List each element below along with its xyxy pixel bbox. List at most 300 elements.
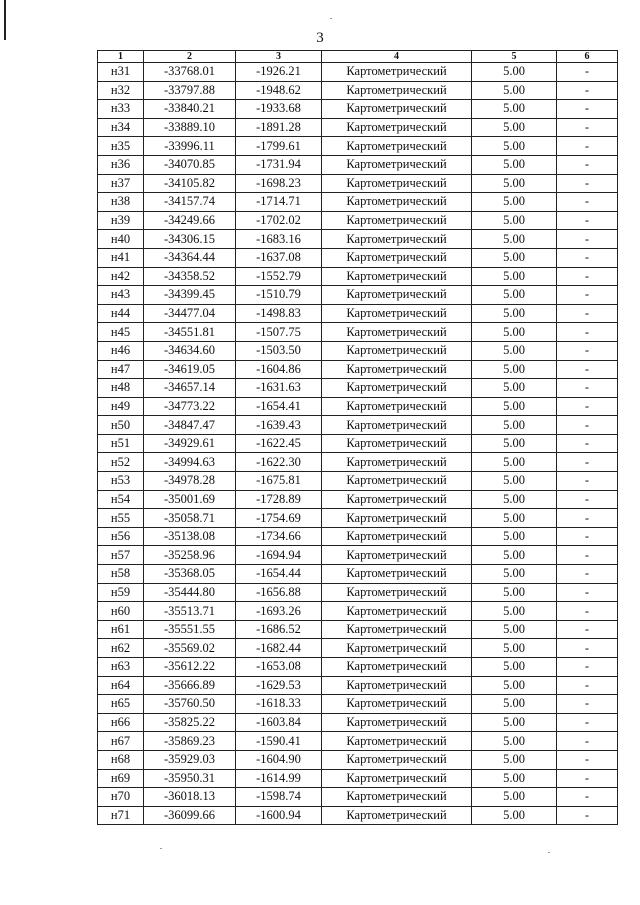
point-id-cell: н55 — [98, 509, 144, 528]
note-cell: - — [557, 434, 618, 453]
x-coordinate-cell: -33797.88 — [144, 81, 236, 100]
y-coordinate-cell: -1714.71 — [236, 193, 322, 212]
point-id-cell: н42 — [98, 267, 144, 286]
table-row — [98, 546, 618, 565]
point-id-cell: н44 — [98, 304, 144, 323]
method-cell: Картометрический — [322, 211, 472, 230]
method-cell: Картометрический — [322, 453, 472, 472]
point-id-cell: н53 — [98, 472, 144, 491]
x-coordinate-cell: -35444.80 — [144, 583, 236, 602]
x-coordinate-cell: -35569.02 — [144, 639, 236, 658]
table-row — [98, 63, 618, 82]
point-id-cell: н38 — [98, 193, 144, 212]
x-coordinate-cell: -35760.50 — [144, 695, 236, 714]
accuracy-cell: 5.00 — [472, 639, 557, 658]
accuracy-cell: 5.00 — [472, 248, 557, 267]
point-id-cell: н43 — [98, 286, 144, 305]
table-row — [98, 490, 618, 509]
table-row — [98, 118, 618, 137]
table-row — [98, 304, 618, 323]
x-coordinate-cell: -34619.05 — [144, 360, 236, 379]
note-cell: - — [557, 323, 618, 342]
x-coordinate-cell: -34364.44 — [144, 248, 236, 267]
accuracy-cell: 5.00 — [472, 81, 557, 100]
note-cell: - — [557, 360, 618, 379]
method-cell: Картометрический — [322, 713, 472, 732]
table-row — [98, 137, 618, 156]
accuracy-cell: 5.00 — [472, 676, 557, 695]
note-cell: - — [557, 695, 618, 714]
table-row — [98, 248, 618, 267]
x-coordinate-cell: -33768.01 — [144, 63, 236, 82]
note-cell: - — [557, 472, 618, 491]
note-cell: - — [557, 546, 618, 565]
note-cell: - — [557, 602, 618, 621]
note-cell: - — [557, 583, 618, 602]
table-row — [98, 416, 618, 435]
x-coordinate-cell: -35869.23 — [144, 732, 236, 751]
y-coordinate-cell: -1754.69 — [236, 509, 322, 528]
y-coordinate-cell: -1600.94 — [236, 806, 322, 825]
accuracy-cell: 5.00 — [472, 750, 557, 769]
table-row — [98, 732, 618, 751]
accuracy-cell: 5.00 — [472, 100, 557, 119]
accuracy-cell: 5.00 — [472, 137, 557, 156]
x-coordinate-cell: -35258.96 — [144, 546, 236, 565]
y-coordinate-cell: -1728.89 — [236, 490, 322, 509]
method-cell: Картометрический — [322, 509, 472, 528]
point-id-cell: н34 — [98, 118, 144, 137]
column-header: 1 — [98, 51, 144, 63]
x-coordinate-cell: -34070.85 — [144, 155, 236, 174]
accuracy-cell: 5.00 — [472, 527, 557, 546]
x-coordinate-cell: -33889.10 — [144, 118, 236, 137]
method-cell: Картометрический — [322, 323, 472, 342]
accuracy-cell: 5.00 — [472, 565, 557, 584]
table-row — [98, 769, 618, 788]
note-cell: - — [557, 341, 618, 360]
table-row — [98, 565, 618, 584]
y-coordinate-cell: -1926.21 — [236, 63, 322, 82]
method-cell: Картометрический — [322, 360, 472, 379]
point-id-cell: н50 — [98, 416, 144, 435]
point-id-cell: н36 — [98, 155, 144, 174]
method-cell: Картометрический — [322, 676, 472, 695]
scan-speck — [330, 18, 332, 19]
accuracy-cell: 5.00 — [472, 490, 557, 509]
method-cell: Картометрический — [322, 769, 472, 788]
point-id-cell: н62 — [98, 639, 144, 658]
note-cell: - — [557, 490, 618, 509]
x-coordinate-cell: -36018.13 — [144, 788, 236, 807]
note-cell: - — [557, 379, 618, 398]
column-header: 6 — [557, 51, 618, 63]
x-coordinate-cell: -34306.15 — [144, 230, 236, 249]
note-cell: - — [557, 230, 618, 249]
method-cell: Картометрический — [322, 100, 472, 119]
point-id-cell: н57 — [98, 546, 144, 565]
point-id-cell: н58 — [98, 565, 144, 584]
accuracy-cell: 5.00 — [472, 155, 557, 174]
table-row — [98, 472, 618, 491]
y-coordinate-cell: -1731.94 — [236, 155, 322, 174]
table-row — [98, 620, 618, 639]
accuracy-cell: 5.00 — [472, 304, 557, 323]
point-id-cell: н45 — [98, 323, 144, 342]
accuracy-cell: 5.00 — [472, 174, 557, 193]
point-id-cell: н54 — [98, 490, 144, 509]
table-row — [98, 230, 618, 249]
y-coordinate-cell: -1933.68 — [236, 100, 322, 119]
note-cell: - — [557, 118, 618, 137]
table-row — [98, 323, 618, 342]
note-cell: - — [557, 174, 618, 193]
note-cell: - — [557, 806, 618, 825]
point-id-cell: н31 — [98, 63, 144, 82]
table-row — [98, 527, 618, 546]
table-row — [98, 658, 618, 677]
x-coordinate-cell: -34105.82 — [144, 174, 236, 193]
table-row — [98, 695, 618, 714]
table-row — [98, 286, 618, 305]
note-cell: - — [557, 155, 618, 174]
method-cell: Картометрический — [322, 193, 472, 212]
point-id-cell: н71 — [98, 806, 144, 825]
note-cell: - — [557, 211, 618, 230]
method-cell: Картометрический — [322, 695, 472, 714]
x-coordinate-cell: -35612.22 — [144, 658, 236, 677]
method-cell: Картометрический — [322, 397, 472, 416]
accuracy-cell: 5.00 — [472, 323, 557, 342]
y-coordinate-cell: -1702.02 — [236, 211, 322, 230]
note-cell: - — [557, 713, 618, 732]
table-row — [98, 267, 618, 286]
table-row — [98, 211, 618, 230]
table-row — [98, 434, 618, 453]
y-coordinate-cell: -1639.43 — [236, 416, 322, 435]
point-id-cell: н48 — [98, 379, 144, 398]
y-coordinate-cell: -1675.81 — [236, 472, 322, 491]
scan-speck — [548, 852, 550, 853]
y-coordinate-cell: -1622.45 — [236, 434, 322, 453]
x-coordinate-cell: -34994.63 — [144, 453, 236, 472]
point-id-cell: н47 — [98, 360, 144, 379]
note-cell: - — [557, 769, 618, 788]
accuracy-cell: 5.00 — [472, 360, 557, 379]
table-row — [98, 379, 618, 398]
y-coordinate-cell: -1698.23 — [236, 174, 322, 193]
x-coordinate-cell: -34773.22 — [144, 397, 236, 416]
note-cell: - — [557, 509, 618, 528]
method-cell: Картометрический — [322, 639, 472, 658]
note-cell: - — [557, 286, 618, 305]
y-coordinate-cell: -1604.90 — [236, 750, 322, 769]
accuracy-cell: 5.00 — [472, 713, 557, 732]
note-cell: - — [557, 63, 618, 82]
x-coordinate-cell: -34157.74 — [144, 193, 236, 212]
y-coordinate-cell: -1552.79 — [236, 267, 322, 286]
point-id-cell: н70 — [98, 788, 144, 807]
y-coordinate-cell: -1734.66 — [236, 527, 322, 546]
accuracy-cell: 5.00 — [472, 211, 557, 230]
table-row — [98, 676, 618, 695]
method-cell: Картометрический — [322, 565, 472, 584]
note-cell: - — [557, 639, 618, 658]
accuracy-cell: 5.00 — [472, 806, 557, 825]
x-coordinate-cell: -35825.22 — [144, 713, 236, 732]
y-coordinate-cell: -1799.61 — [236, 137, 322, 156]
table-row — [98, 509, 618, 528]
accuracy-cell: 5.00 — [472, 546, 557, 565]
table-row — [98, 341, 618, 360]
y-coordinate-cell: -1598.74 — [236, 788, 322, 807]
table-row — [98, 639, 618, 658]
note-cell: - — [557, 304, 618, 323]
x-coordinate-cell: -34657.14 — [144, 379, 236, 398]
column-header: 2 — [144, 51, 236, 63]
accuracy-cell: 5.00 — [472, 341, 557, 360]
method-cell: Картометрический — [322, 137, 472, 156]
y-coordinate-cell: -1604.86 — [236, 360, 322, 379]
accuracy-cell: 5.00 — [472, 788, 557, 807]
method-cell: Картометрический — [322, 63, 472, 82]
y-coordinate-cell: -1654.44 — [236, 565, 322, 584]
table-row — [98, 806, 618, 825]
point-id-cell: н49 — [98, 397, 144, 416]
point-id-cell: н39 — [98, 211, 144, 230]
y-coordinate-cell: -1631.63 — [236, 379, 322, 398]
y-coordinate-cell: -1498.83 — [236, 304, 322, 323]
note-cell: - — [557, 565, 618, 584]
accuracy-cell: 5.00 — [472, 658, 557, 677]
point-id-cell: н41 — [98, 248, 144, 267]
table-row — [98, 174, 618, 193]
point-id-cell: н37 — [98, 174, 144, 193]
table-row — [98, 788, 618, 807]
x-coordinate-cell: -35950.31 — [144, 769, 236, 788]
note-cell: - — [557, 81, 618, 100]
method-cell: Картометрический — [322, 379, 472, 398]
y-coordinate-cell: -1654.41 — [236, 397, 322, 416]
y-coordinate-cell: -1614.99 — [236, 769, 322, 788]
accuracy-cell: 5.00 — [472, 732, 557, 751]
method-cell: Картометрический — [322, 732, 472, 751]
accuracy-cell: 5.00 — [472, 267, 557, 286]
method-cell: Картометрический — [322, 118, 472, 137]
x-coordinate-cell: -35001.69 — [144, 490, 236, 509]
x-coordinate-cell: -33840.21 — [144, 100, 236, 119]
point-id-cell: н64 — [98, 676, 144, 695]
note-cell: - — [557, 193, 618, 212]
method-cell: Картометрический — [322, 806, 472, 825]
accuracy-cell: 5.00 — [472, 695, 557, 714]
point-id-cell: н65 — [98, 695, 144, 714]
method-cell: Картометрический — [322, 248, 472, 267]
x-coordinate-cell: -35138.08 — [144, 527, 236, 546]
accuracy-cell: 5.00 — [472, 453, 557, 472]
method-cell: Картометрический — [322, 750, 472, 769]
table-row — [98, 583, 618, 602]
point-id-cell: н67 — [98, 732, 144, 751]
table-body — [98, 63, 618, 825]
x-coordinate-cell: -34551.81 — [144, 323, 236, 342]
method-cell: Картометрический — [322, 230, 472, 249]
note-cell: - — [557, 416, 618, 435]
y-coordinate-cell: -1590.41 — [236, 732, 322, 751]
note-cell: - — [557, 527, 618, 546]
note-cell: - — [557, 788, 618, 807]
y-coordinate-cell: -1683.16 — [236, 230, 322, 249]
y-coordinate-cell: -1948.62 — [236, 81, 322, 100]
table-row — [98, 81, 618, 100]
y-coordinate-cell: -1686.52 — [236, 620, 322, 639]
x-coordinate-cell: -34358.52 — [144, 267, 236, 286]
table-row — [98, 713, 618, 732]
note-cell: - — [557, 620, 618, 639]
table-row — [98, 453, 618, 472]
point-id-cell: н32 — [98, 81, 144, 100]
y-coordinate-cell: -1510.79 — [236, 286, 322, 305]
x-coordinate-cell: -35666.89 — [144, 676, 236, 695]
accuracy-cell: 5.00 — [472, 434, 557, 453]
point-id-cell: н46 — [98, 341, 144, 360]
accuracy-cell: 5.00 — [472, 602, 557, 621]
x-coordinate-cell: -35929.03 — [144, 750, 236, 769]
note-cell: - — [557, 732, 618, 751]
note-cell: - — [557, 248, 618, 267]
note-cell: - — [557, 100, 618, 119]
note-cell: - — [557, 676, 618, 695]
column-header: 4 — [322, 51, 472, 63]
note-cell: - — [557, 750, 618, 769]
point-id-cell: н61 — [98, 620, 144, 639]
accuracy-cell: 5.00 — [472, 63, 557, 82]
point-id-cell: н51 — [98, 434, 144, 453]
table-row — [98, 360, 618, 379]
y-coordinate-cell: -1682.44 — [236, 639, 322, 658]
scan-speck — [160, 848, 162, 849]
x-coordinate-cell: -34929.61 — [144, 434, 236, 453]
y-coordinate-cell: -1656.88 — [236, 583, 322, 602]
accuracy-cell: 5.00 — [472, 193, 557, 212]
x-coordinate-cell: -33996.11 — [144, 137, 236, 156]
y-coordinate-cell: -1503.50 — [236, 341, 322, 360]
method-cell: Картометрический — [322, 341, 472, 360]
y-coordinate-cell: -1653.08 — [236, 658, 322, 677]
accuracy-cell: 5.00 — [472, 286, 557, 305]
accuracy-cell: 5.00 — [472, 509, 557, 528]
x-coordinate-cell: -34399.45 — [144, 286, 236, 305]
point-id-cell: н60 — [98, 602, 144, 621]
point-id-cell: н52 — [98, 453, 144, 472]
accuracy-cell: 5.00 — [472, 230, 557, 249]
point-id-cell: н68 — [98, 750, 144, 769]
accuracy-cell: 5.00 — [472, 769, 557, 788]
x-coordinate-cell: -34634.60 — [144, 341, 236, 360]
y-coordinate-cell: -1891.28 — [236, 118, 322, 137]
method-cell: Картометрический — [322, 658, 472, 677]
table-header-row — [98, 51, 618, 63]
point-id-cell: н63 — [98, 658, 144, 677]
method-cell: Картометрический — [322, 304, 472, 323]
table-row — [98, 155, 618, 174]
method-cell: Картометрический — [322, 81, 472, 100]
method-cell: Картометрический — [322, 267, 472, 286]
column-header: 3 — [236, 51, 322, 63]
x-coordinate-cell: -36099.66 — [144, 806, 236, 825]
note-cell: - — [557, 658, 618, 677]
table-row — [98, 100, 618, 119]
method-cell: Картометрический — [322, 490, 472, 509]
column-header: 5 — [472, 51, 557, 63]
x-coordinate-cell: -35058.71 — [144, 509, 236, 528]
y-coordinate-cell: -1693.26 — [236, 602, 322, 621]
method-cell: Картометрический — [322, 546, 472, 565]
note-cell: - — [557, 453, 618, 472]
method-cell: Картометрический — [322, 602, 472, 621]
accuracy-cell: 5.00 — [472, 397, 557, 416]
x-coordinate-cell: -34978.28 — [144, 472, 236, 491]
method-cell: Картометрический — [322, 788, 472, 807]
method-cell: Картометрический — [322, 286, 472, 305]
method-cell: Картометрический — [322, 527, 472, 546]
point-id-cell: н69 — [98, 769, 144, 788]
page-number: 3 — [316, 30, 324, 46]
y-coordinate-cell: -1637.08 — [236, 248, 322, 267]
point-id-cell: н56 — [98, 527, 144, 546]
note-cell: - — [557, 267, 618, 286]
method-cell: Картометрический — [322, 620, 472, 639]
method-cell: Картометрический — [322, 416, 472, 435]
note-cell: - — [557, 397, 618, 416]
coordinates-table — [97, 50, 618, 825]
table-row — [98, 602, 618, 621]
table-row — [98, 397, 618, 416]
accuracy-cell: 5.00 — [472, 416, 557, 435]
accuracy-cell: 5.00 — [472, 379, 557, 398]
x-coordinate-cell: -34477.04 — [144, 304, 236, 323]
x-coordinate-cell: -35551.55 — [144, 620, 236, 639]
y-coordinate-cell: -1629.53 — [236, 676, 322, 695]
accuracy-cell: 5.00 — [472, 118, 557, 137]
method-cell: Картометрический — [322, 174, 472, 193]
x-coordinate-cell: -34249.66 — [144, 211, 236, 230]
y-coordinate-cell: -1694.94 — [236, 546, 322, 565]
method-cell: Картометрический — [322, 155, 472, 174]
note-cell: - — [557, 137, 618, 156]
accuracy-cell: 5.00 — [472, 583, 557, 602]
x-coordinate-cell: -35368.05 — [144, 565, 236, 584]
method-cell: Картометрический — [322, 472, 472, 491]
point-id-cell: н35 — [98, 137, 144, 156]
y-coordinate-cell: -1618.33 — [236, 695, 322, 714]
point-id-cell: н40 — [98, 230, 144, 249]
x-coordinate-cell: -35513.71 — [144, 602, 236, 621]
accuracy-cell: 5.00 — [472, 620, 557, 639]
x-coordinate-cell: -34847.47 — [144, 416, 236, 435]
point-id-cell: н66 — [98, 713, 144, 732]
y-coordinate-cell: -1603.84 — [236, 713, 322, 732]
table-row — [98, 750, 618, 769]
method-cell: Картометрический — [322, 583, 472, 602]
y-coordinate-cell: -1622.30 — [236, 453, 322, 472]
table-row — [98, 193, 618, 212]
point-id-cell: н33 — [98, 100, 144, 119]
y-coordinate-cell: -1507.75 — [236, 323, 322, 342]
accuracy-cell: 5.00 — [472, 472, 557, 491]
method-cell: Картометрический — [322, 434, 472, 453]
point-id-cell: н59 — [98, 583, 144, 602]
